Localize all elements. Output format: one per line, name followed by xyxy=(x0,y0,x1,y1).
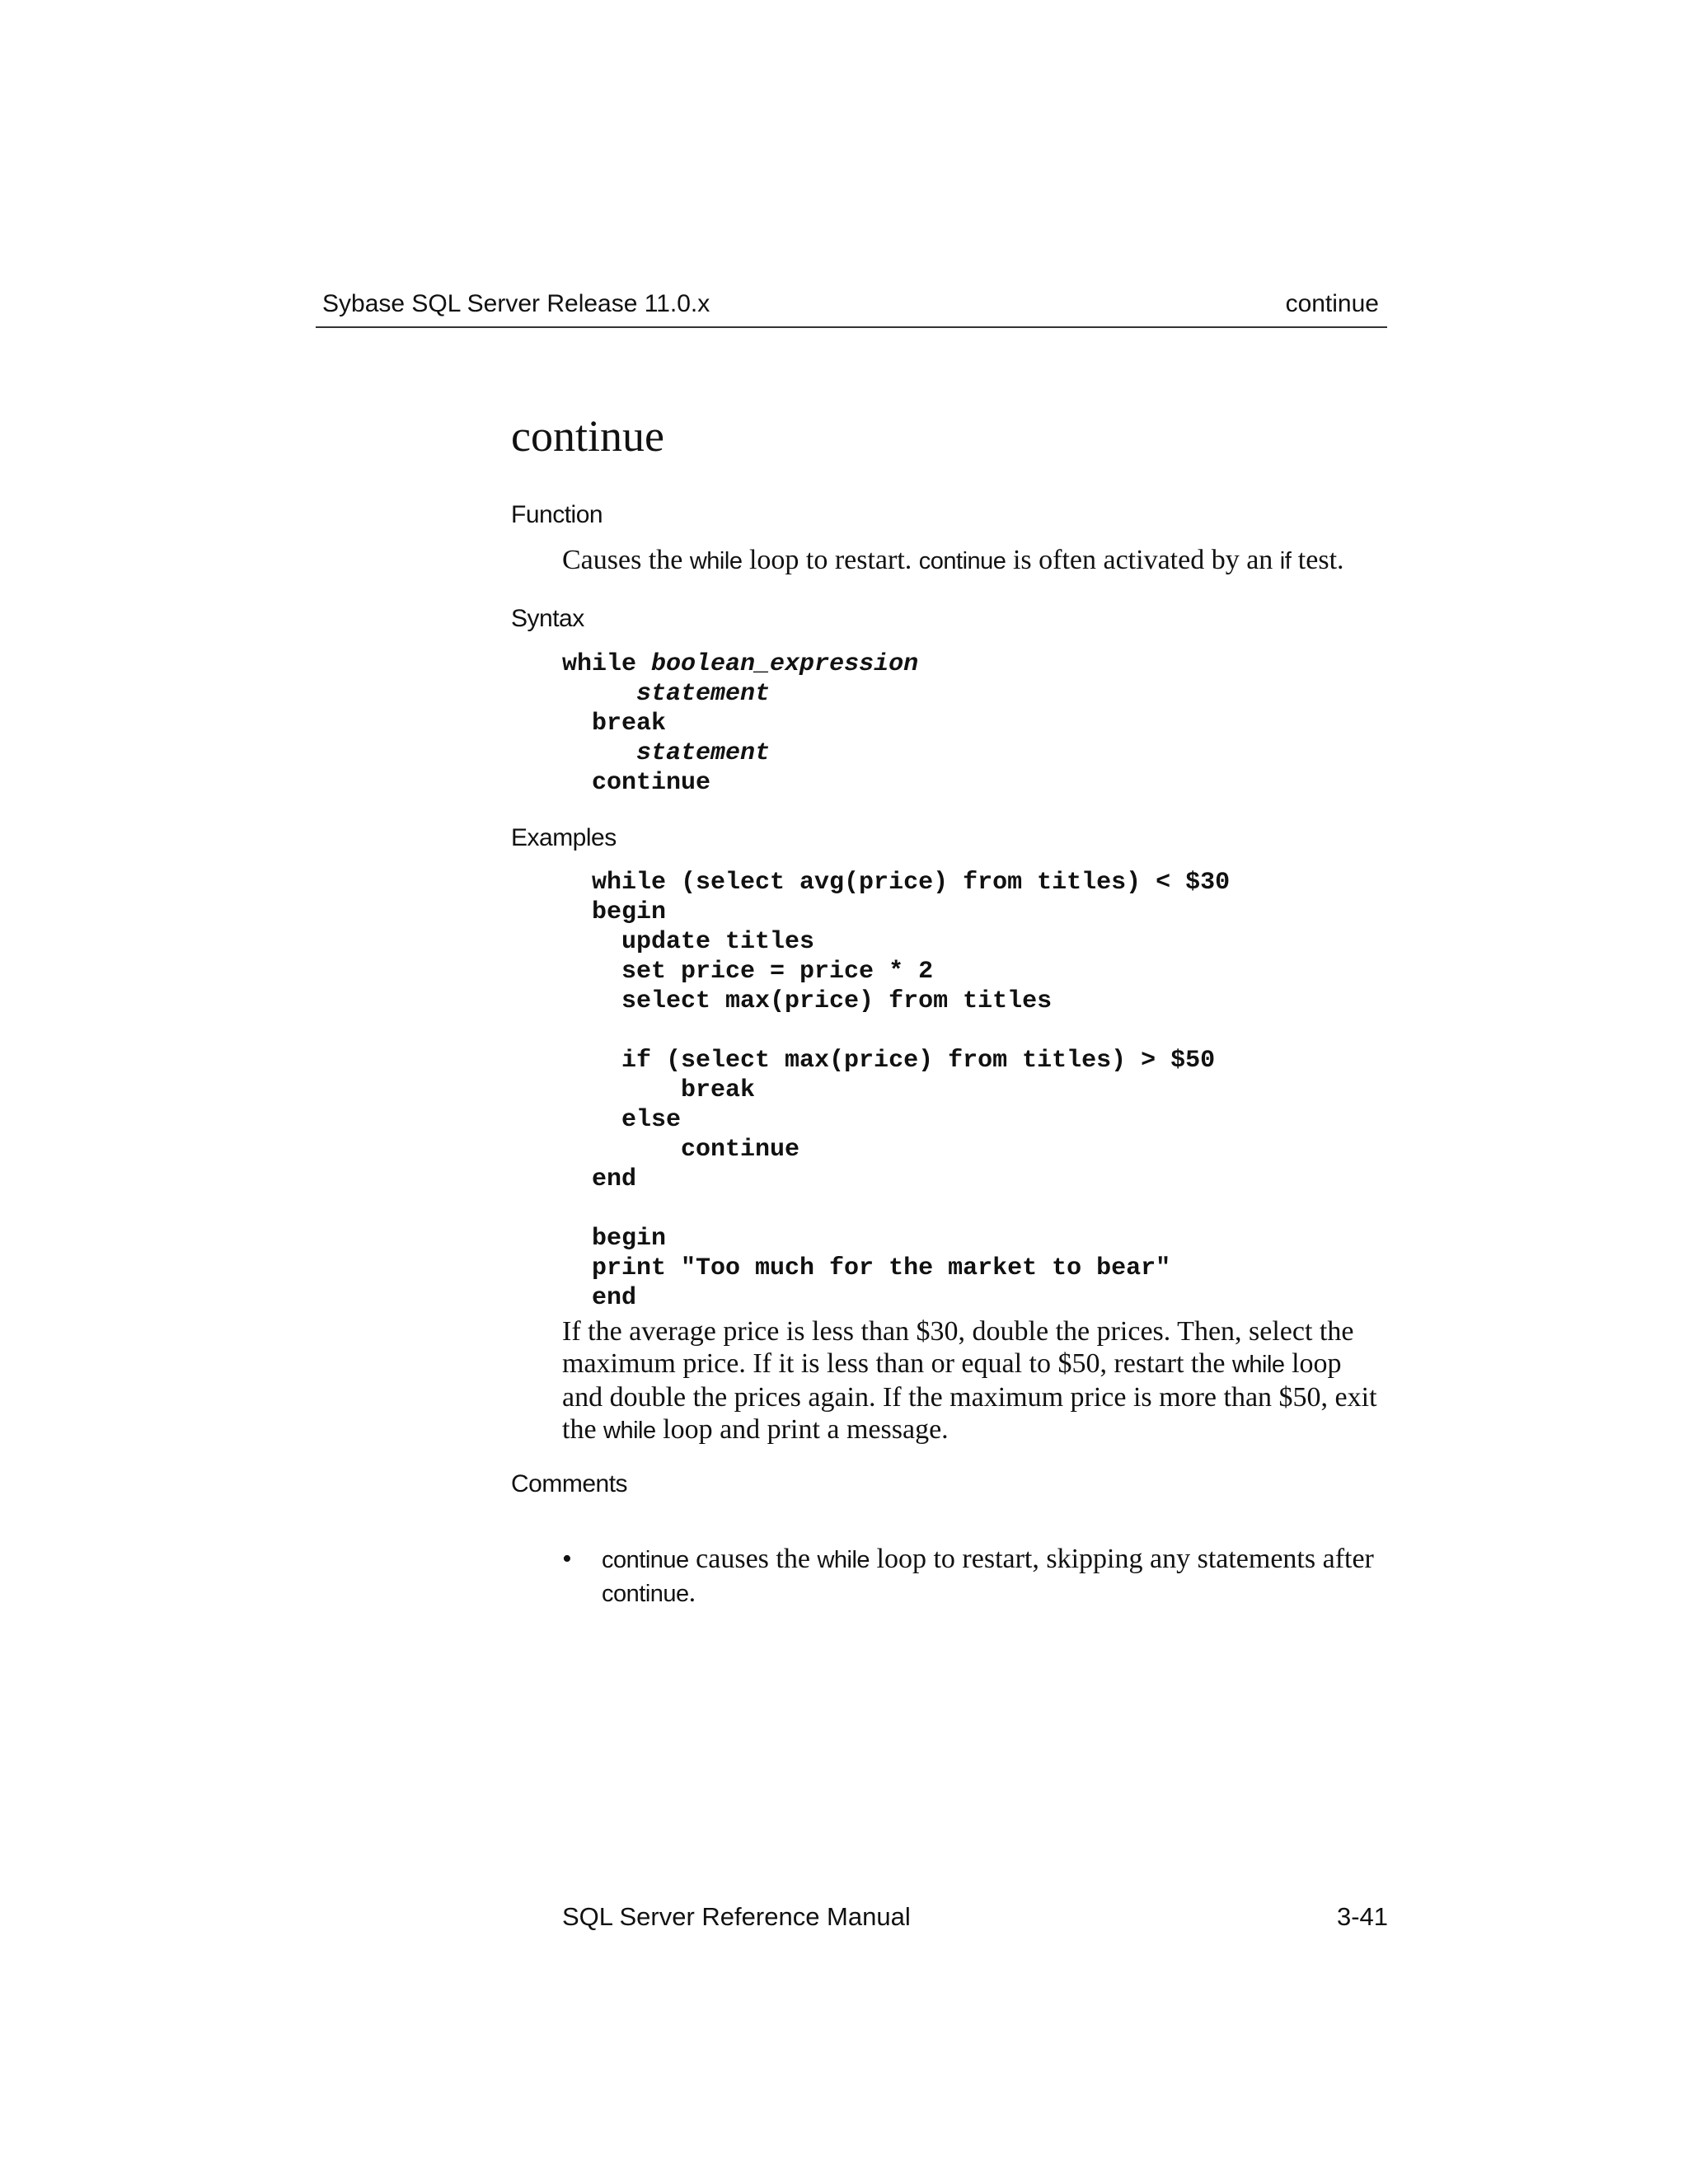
comment-text-1: causes the xyxy=(688,1544,818,1574)
code-line xyxy=(562,1194,1230,1224)
function-text-4: test. xyxy=(1291,545,1344,575)
code-line: end xyxy=(562,1284,637,1312)
function-keyword-if: if xyxy=(1279,548,1292,574)
code-line: set price = price * 2 xyxy=(562,958,934,986)
examples-heading: Examples xyxy=(511,824,617,851)
function-description xyxy=(562,544,1386,578)
syntax-line-1 xyxy=(562,649,918,679)
list-item xyxy=(562,1543,1386,1610)
comment-text-3: . xyxy=(688,1577,696,1608)
examples-keyword-while: while xyxy=(603,1418,656,1444)
comment-text-2: loop to restart, skipping any statements after xyxy=(870,1544,1374,1574)
syntax-boolean-expression: boolean_expression xyxy=(651,650,919,678)
syntax-line-3: break xyxy=(562,710,667,738)
code-line: update titles xyxy=(562,928,815,956)
comment-keyword-while: while xyxy=(817,1547,870,1573)
function-keyword-while: while xyxy=(689,548,743,574)
code-line: if (select max(price) from titles) > $50 xyxy=(562,1047,1216,1075)
code-line: begin xyxy=(562,1225,667,1253)
examples-text-2: loop and double the prices again. If the maximum price is more than $50, exit the xyxy=(562,1348,1377,1445)
header-topic: continue xyxy=(1285,290,1379,317)
syntax-line-4: statement xyxy=(562,739,771,767)
function-text-2: loop to restart. xyxy=(742,545,919,575)
examples-description xyxy=(562,1315,1386,1447)
comments-heading: Comments xyxy=(511,1470,628,1497)
code-line: select max(price) from titles xyxy=(562,987,1053,1015)
syntax-line-5: continue xyxy=(562,769,711,797)
bullet-icon: • xyxy=(562,1544,572,1574)
comment-keyword-continue: continue xyxy=(602,1581,689,1607)
code-line: else xyxy=(562,1106,682,1134)
code-line: begin xyxy=(562,898,667,926)
code-line: end xyxy=(562,1165,637,1193)
code-line: break xyxy=(562,1076,756,1104)
function-text-3: is often activated by an xyxy=(1006,545,1280,575)
syntax-heading: Syntax xyxy=(511,605,584,632)
page-footer xyxy=(562,1902,1388,1935)
page-number: 3-41 xyxy=(1336,1902,1388,1931)
examples-text-1: If the average price is less than $30, double the prices. Then, select the maximum price. If it is less than or equal to $50, restart the xyxy=(562,1316,1354,1379)
comment-keyword-continue: continue xyxy=(602,1547,689,1573)
running-header xyxy=(316,285,1387,328)
header-product-title: Sybase SQL Server Release 11.0.x xyxy=(322,290,710,317)
examples-text-3: loop and print a message. xyxy=(655,1414,949,1445)
comments-list xyxy=(562,1543,1386,1610)
syntax-line-2: statement xyxy=(562,680,771,708)
syntax-while-keyword: while xyxy=(562,650,652,678)
function-heading: Function xyxy=(511,501,603,528)
syntax-code-block xyxy=(562,649,918,798)
code-line xyxy=(562,1016,1230,1046)
examples-code-block xyxy=(562,868,1230,1313)
footer-manual-title: SQL Server Reference Manual xyxy=(562,1902,911,1931)
function-keyword-continue: continue xyxy=(918,548,1006,574)
function-text-1: Causes the xyxy=(562,545,690,575)
code-line: while (select avg(price) from titles) < $30 xyxy=(562,869,1231,897)
code-line: continue xyxy=(562,1136,800,1164)
examples-keyword-while: while xyxy=(1231,1352,1285,1378)
page-title: continue xyxy=(511,411,664,461)
code-line: print "Too much for the market to bear" xyxy=(562,1254,1171,1282)
